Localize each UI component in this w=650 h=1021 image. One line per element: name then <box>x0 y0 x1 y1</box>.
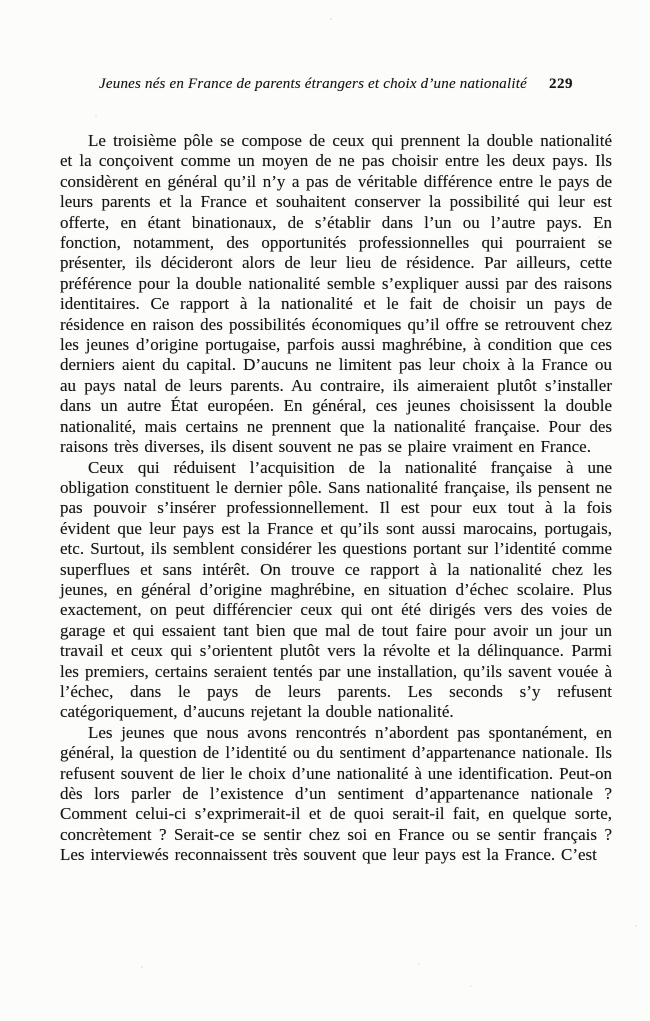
page-body <box>60 131 612 866</box>
paragraph-1: Le troisième pôle se compose de ceux qui prennent la double nationalité et la conçoivent comme un moyen de ne pas choisir entre les deux pays. Ils considèrent en général qu’il n’y a pas de véritable différence entre le pays de leurs parents et la France et souhaitent conserver la possibilité qui leur est offerte, en étant binationaux, de s’établir dans l’un ou l’autre pays. En fonction, notamment, des opportunités professionnelles qui pourraient se présenter, ils décideront alors de leur lieu de résidence. Par ailleurs, cette préférence pour la double nationalité semble s’expliquer aussi par des raisons identitaires. Ce rapport à la nationalité et le fait de choisir un pays de résidence en raison des possibilités économiques qu’il offre se retrouvent chez les jeunes d’origine portugaise, parfois aussi maghrébine, à condition que ces derniers aient du capital. D’aucuns ne limitent pas leur choix à la France ou au pays natal de leurs parents. Au contraire, ils aimeraient plutôt s’installer dans un autre État européen. En général, ces jeunes choisissent la double nationalité, mais certains ne prennent que la nationalité française. Pour des raisons très diverses, ils disent souvent ne pas se plaire vraiment en France. <box>60 131 612 457</box>
paragraph-3: Les jeunes que nous avons rencontrés n’abordent pas spontanément, en général, la question de l’identité ou du sentiment d’appartenance nationale. Ils refusent souvent de lier le choix d’une nationalité à une identification. Peut-on dès lors parler de l’existence d’un sentiment d’appartenance nationale ? Comment celui-ci s’exprimerait-il et de quoi serait-il fait, en quelque sorte, concrètement ? Serait-ce se sentir chez soi en France ou se sentir français ? Les interviewés reconnaissent très souvent que leur pays est la France. C’est <box>60 722 612 865</box>
running-head-title: Jeunes nés en France de parents étrangers et choix d’une nationalité <box>99 76 527 92</box>
page-number: 229 <box>548 76 573 92</box>
running-head <box>60 76 612 93</box>
paragraph-2: Ceux qui réduisent l’acquisition de la nationalité française à une obligation constituent le dernier pôle. Sans nationalité française, ils pensent ne pas pouvoir s’insérer professionnellement. Il est pour eux tout à la fois évident que leur pays est la France et qu’ils sont aussi marocains, portugais, etc. Surtout, ils semblent considérer les questions portant sur l’identité comme superflues et sans intérêt. On trouve ce rapport à la nationalité chez les jeunes, en général d’origine maghrébine, en situation d’échec scolaire. Plus exactement, on peut différencier ceux qui ont été dirigés vers des voies de garage et qui essaient tant bien que mal de tout faire pour avoir un jour un travail et ceux qui s’orientent plutôt vers la révolte et la délinquance. Parmi les premiers, certains seraient tentés par une installation, qu’ils savent vouée à l’échec, dans le pays de leurs parents. Les seconds s’y refusent catégoriquement, d’aucuns rejetant la double nationalité. <box>60 457 612 722</box>
